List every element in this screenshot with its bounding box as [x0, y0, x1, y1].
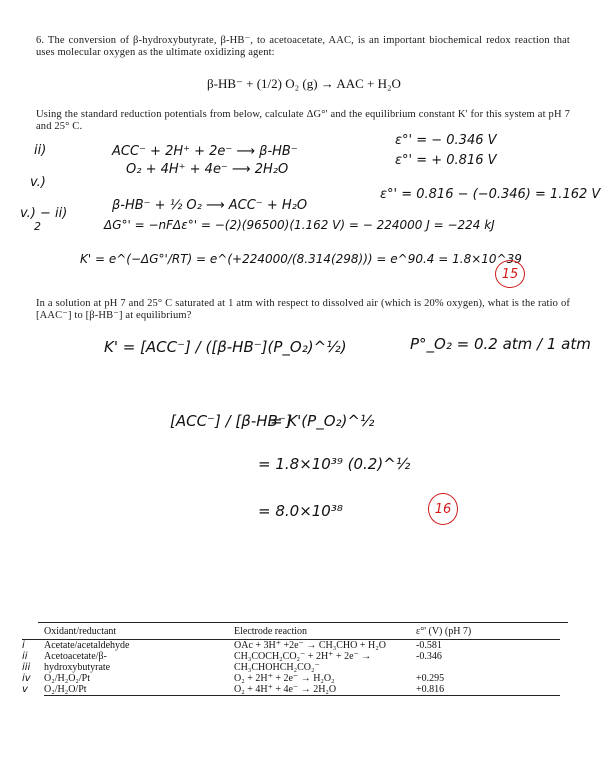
k-line: K' = e^(−ΔG°'/RT) = e^(+224000/(8.314(298))) = e^90.4 = 1.8×10^39	[80, 252, 522, 266]
half-reaction-ii: ACC⁻ + 2H⁺ + 2e⁻ ⟶ β-HB⁻	[112, 144, 298, 159]
ratio-rhs: = K'(P_O₂)^½	[270, 412, 375, 430]
label-v: v.)	[30, 175, 46, 190]
row-reaction: O₂ + 4H⁺ + 4e⁻ → 2H₂O	[234, 684, 416, 696]
header-reaction: Electrode reaction	[234, 626, 416, 640]
row-potential	[416, 662, 560, 673]
row-mark: iv	[22, 673, 31, 684]
row-potential: -0.346	[416, 651, 442, 662]
question-part-a: Using the standard reduction potentials from below, calculate ΔG°' and the equilibrium constant K' for this system at pH 7 and 25° C.	[36, 109, 570, 132]
row-name: Acetoacetate/β-	[44, 651, 107, 662]
row-mark: ii	[22, 651, 28, 662]
net-potential: ε°' = 0.816 − (−0.346) = 1.162 V	[380, 187, 601, 202]
label-half: 2	[34, 220, 41, 233]
header-potential: ε°' (V) (pH 7)	[416, 626, 560, 640]
row-name: Acetate/acetaldehyde	[44, 640, 130, 651]
row-reaction: CH₃CHOHCH₂CO₂⁻	[234, 662, 320, 673]
pressure-expression: P°_O₂ = 0.2 atm / 1 atm	[410, 335, 591, 353]
net-reaction: β-HB⁻ + ½ O₂ ⟶ ACC⁻ + H₂O	[112, 198, 308, 213]
row-mark: i	[22, 640, 25, 651]
table-row	[22, 651, 560, 662]
k-expression: K' = [ACC⁻] / ([β-HB⁻](P_O₂)^½)	[104, 338, 347, 356]
table-row	[22, 684, 560, 696]
row-potential: +0.816	[416, 684, 560, 696]
delta-g-line: ΔG°' = −nFΔε°' = −(2)(96500)(1.162 V) = − 224000 J = −224 kJ	[104, 218, 495, 232]
half-reaction-v: O₂ + 4H⁺ + 4e⁻ ⟶ 2H₂O	[126, 162, 289, 177]
table-row	[22, 640, 560, 652]
row-name: O₂/H₂O₂/Pt	[44, 673, 91, 684]
table-row	[22, 662, 560, 673]
table-header-row	[22, 626, 560, 640]
row-reaction: CH₃COCH₂CO₂⁻ + 2H⁺ + 2e⁻ →	[234, 651, 372, 662]
row-name: O₂/H₂O/Pt	[44, 684, 234, 696]
row-potential: -0.581	[416, 640, 442, 651]
potentials-table	[22, 626, 560, 696]
table-top-rule	[38, 622, 568, 623]
problem-intro-text: The conversion of β-hydroxybutyrate, β-HB⁻, to acetoacetate, AAC, is an important biochemical redox reaction that uses molecular oxygen as the ultimate oxidizing agent:	[36, 35, 570, 58]
row-potential: +0.295	[416, 673, 445, 684]
row-mark: iii	[22, 662, 31, 673]
ratio-step2: = 1.8×10³⁹ (0.2)^½	[258, 455, 411, 473]
header-oxidant: Oxidant/reductant	[44, 626, 234, 640]
potential-v: ε°' = + 0.816 V	[395, 153, 497, 168]
ratio-lhs: [ACC⁻] / [β-HB⁻]	[170, 412, 292, 430]
potential-ii: ε°' = − 0.346 V	[395, 133, 497, 148]
table-row	[22, 673, 560, 684]
score-circle-16: 16	[428, 493, 458, 525]
reaction-equation: β-HB⁻ + (1/2) O₂ (g) → AAC + H₂O	[207, 76, 401, 91]
score-circle-15: 15	[495, 260, 525, 288]
row-reaction: O₂ + 2H⁺ + 2e⁻ → H₂O₂	[234, 673, 335, 684]
ratio-step3: = 8.0×10³⁸	[258, 502, 343, 520]
row-mark: v	[22, 684, 28, 695]
label-ii: ii)	[34, 143, 47, 158]
question-part-b: In a solution at pH 7 and 25° C saturated at 1 atm with respect to dissolved air (which is 20% oxygen), what is the ratio of [AAC⁻] to [β-HB⁻] at equilibrium?	[36, 298, 570, 321]
row-name: hydroxybutyrate	[44, 662, 111, 673]
label-difference: v.) − ii)	[20, 206, 68, 221]
problem-intro	[36, 35, 570, 59]
row-reaction: OAc + 3H⁺ +2e⁻ → CH₃CHO + H₂O	[234, 640, 386, 651]
problem-number: 6.	[36, 35, 45, 46]
